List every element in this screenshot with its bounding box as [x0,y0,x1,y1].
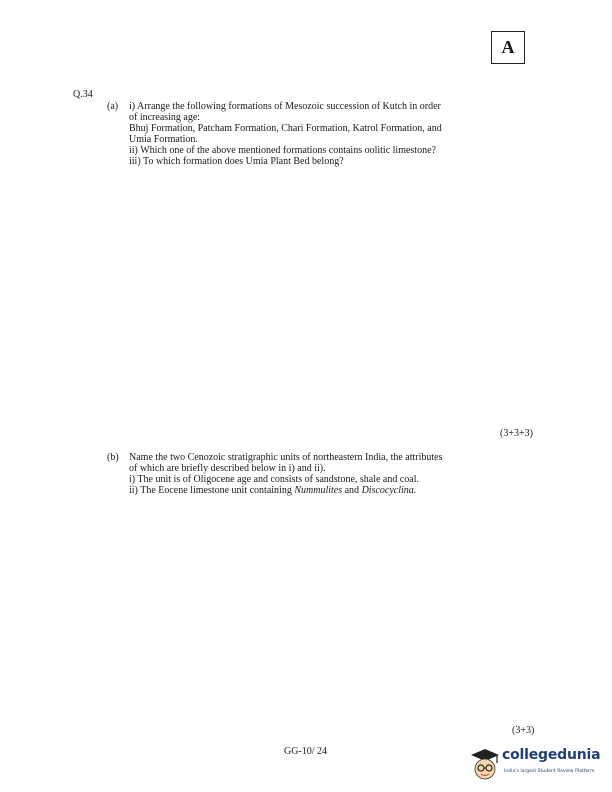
part-a-line: ii) Which one of the above mentioned formations contains oolitic limestone? [129,145,436,156]
part-a-line: Umia Formation. [129,134,198,145]
part-a-line: of increasing age: [129,112,201,123]
part-a-line: iii) To which formation does Umia Plant Bed belong? [129,156,344,167]
question-number: Q.34 [73,89,93,100]
part-b-text [129,452,499,496]
logo-tagline: India's largest Student Review Platform [504,769,595,774]
set-label-box [491,31,525,64]
page-number: GG-10/ 24 [284,746,328,757]
part-a-line: i) Arrange the following formations of Mesozoic succession of Kutch in order [129,101,441,112]
part-b-marks: (3+3) [512,725,535,736]
part-b-line: Name the two Cenozoic stratigraphic units of northeastern India, the attributes [129,452,443,463]
part-b-label: (b) [107,452,119,463]
part-a-marks: (3+3+3) [500,428,533,439]
part-b-line: of which are briefly described below in i) and ii). [129,463,326,474]
set-label: A [501,37,515,57]
logo-name: collegedunia [502,747,601,763]
fossil-name-nummulites: Nummulites [294,485,343,496]
part-b-line: i) The unit is of Oligocene age and consists of sandstone, shale and coal. [129,474,420,485]
fossil-name-discocyclina: Discocyclina. [361,485,417,496]
part-a-label: (a) [107,101,119,112]
part-b-line [129,485,499,496]
part-b-line4-prefix: ii) The Eocene limestone unit containing [129,485,295,496]
collegedunia-logo [468,742,608,787]
part-a-text [129,101,499,167]
part-a-line: Bhuj Formation, Patcham Formation, Chari Formation, Katrol Formation, and [129,123,442,134]
part-b-line4-and: and [342,485,362,496]
graduate-cap-icon [468,745,502,783]
